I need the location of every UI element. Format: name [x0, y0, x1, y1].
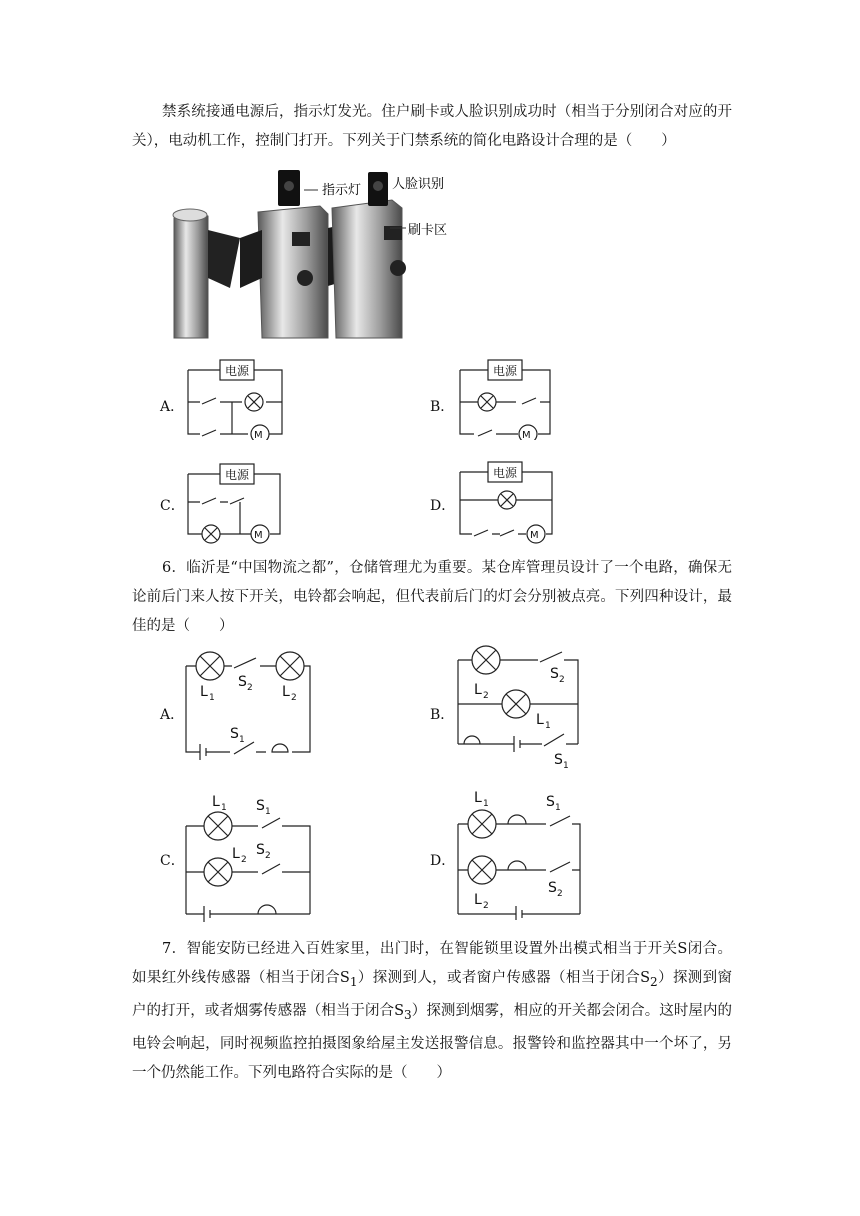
q5-option-a: A． [160, 399, 185, 415]
subscript: 2 [650, 974, 658, 989]
q7-text-part: 7．智能安防已经进入百姓家里，出门时，在智能锁里设置外出模式相当于开关S闭合。如果红外线传感器（相当于闭合S [132, 941, 732, 986]
q6-circuit-c [180, 786, 320, 922]
motor-label: M [254, 430, 263, 440]
q5-circuit-c [180, 458, 290, 544]
label-l2: L [474, 892, 482, 908]
label-indicator: 指示灯 [322, 183, 362, 198]
q5-option-b: B． [430, 399, 455, 415]
q7-text-part: ）探测到窗户的打开，或者烟雾传感器（相当于闭合S [132, 970, 732, 1019]
label-s1: S [546, 794, 555, 810]
label-l1: L [200, 684, 208, 700]
q5-circuit-a [180, 356, 290, 440]
label-l2: L [232, 846, 240, 862]
subscript: 2 [559, 675, 565, 685]
label-l1: L [474, 790, 482, 806]
q6-circuit-a [180, 646, 315, 761]
label-l1: L [536, 712, 544, 728]
label-s1: S [230, 726, 239, 742]
subscript: 1 [349, 974, 358, 989]
power-label: 电源 [493, 466, 518, 480]
label-s2: S [550, 666, 559, 682]
q6-circuit-b [452, 640, 587, 772]
subscript: 2 [483, 691, 489, 701]
label-card: 刷卡区 [408, 223, 448, 238]
subscript: 2 [483, 901, 489, 911]
label-l1: L [212, 794, 220, 810]
power-label: 电源 [493, 364, 518, 378]
label-l2: L [282, 684, 290, 700]
subscript: 2 [557, 889, 563, 899]
q6-text: 6．临沂是“中国物流之都”，仓储管理尤为重要。某仓库管理员设计了一个电路，确保无论前后门来人按下开关，电铃都会响起，但代表前后门的灯会分别被点亮。下列四种设计，最佳的是（ ） [132, 560, 732, 634]
subscript: 1 [555, 803, 561, 813]
q6-circuit-d [452, 784, 587, 920]
q6-option-a: A． [160, 707, 185, 723]
label-s2: S [238, 674, 247, 690]
subscript: 2 [291, 693, 297, 703]
label-l2: L [474, 682, 482, 698]
subscript: 2 [247, 683, 253, 693]
label-s1: S [256, 798, 265, 814]
q7-text-part: ）探测到人，或者窗户传感器（相当于闭合S [357, 970, 651, 986]
subscript: 1 [545, 721, 551, 731]
q5-option-c: C． [160, 498, 185, 514]
subscript: 1 [221, 803, 227, 813]
label-face: 人脸识别 [392, 177, 445, 192]
power-label: 电源 [225, 364, 250, 378]
q5-option-d: D． [430, 498, 456, 514]
label-s2: S [256, 842, 265, 858]
motor-label: M [522, 430, 531, 440]
q5-text: 禁系统接通电源后，指示灯发光。住户刷卡或人脸识别成功时（相当于分别闭合对应的开关），电动机工作，控制门打开。下列关于门禁系统的简化电路设计合理的是（ ） [132, 104, 732, 149]
q5-circuit-b [452, 356, 562, 440]
motor-label: M [254, 530, 263, 541]
label-s2: S [548, 880, 557, 896]
subscript: 2 [241, 855, 247, 865]
q7-text-part: ）探测到烟雾，相应的开关都会闭合。这时屋内的电铃会响起，同时视频监控拍摄图象给屋主发送报警信息。报警铃和监控器其中一个坏了，另一个仍然能工作。下列电路符合实际的是（ ） [132, 1002, 733, 1081]
q5-circuit-d [452, 458, 562, 544]
gate-illustration [170, 168, 470, 340]
subscript: 3 [404, 1007, 412, 1022]
q6-option-b: B． [430, 707, 455, 723]
power-label: 电源 [225, 468, 250, 482]
label-s1: S [554, 752, 563, 768]
subscript: 2 [265, 851, 271, 861]
subscript: 1 [563, 761, 569, 771]
subscript: 1 [239, 735, 245, 745]
subscript: 1 [483, 799, 489, 809]
motor-label: M [530, 530, 539, 541]
q6-option-d: D． [430, 853, 456, 869]
q6-option-c: C． [160, 853, 185, 869]
q7-text [132, 935, 732, 1088]
subscript: 1 [209, 693, 215, 703]
subscript: 1 [265, 807, 271, 817]
